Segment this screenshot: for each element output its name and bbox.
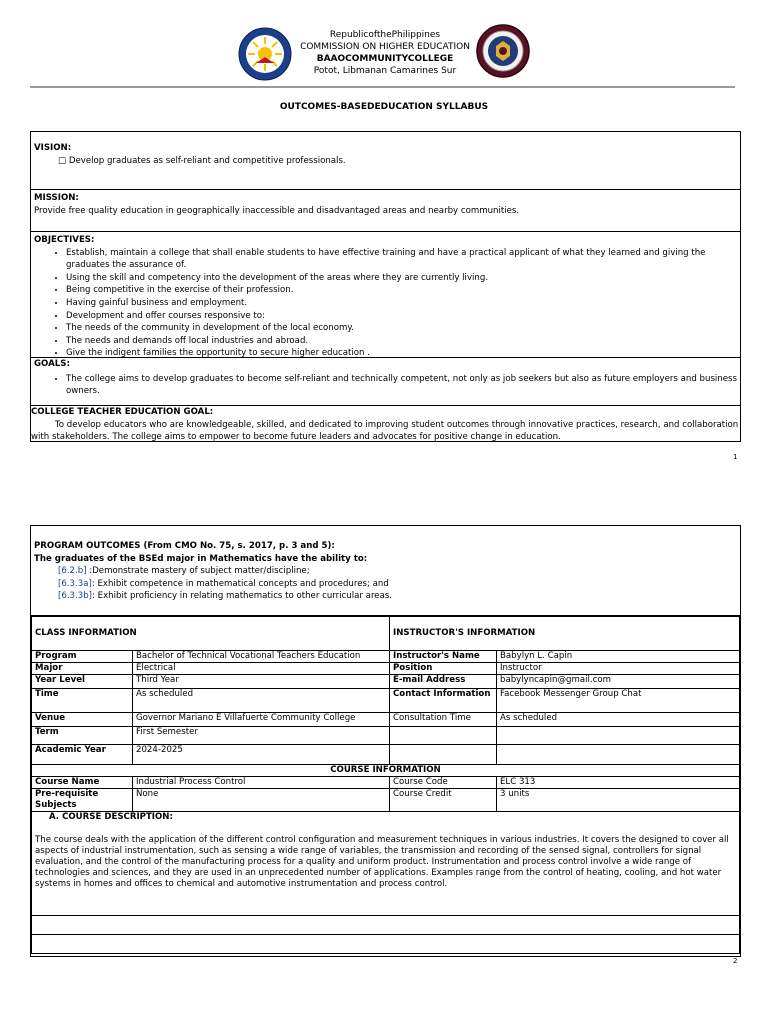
commission-text: COMMISSION ON HIGHER EDUCATION (300, 42, 470, 52)
row-label: Venue (32, 713, 133, 727)
empty-row (32, 935, 740, 954)
course-description-label: A. COURSE DESCRIPTION: (49, 812, 173, 822)
goals-label: GOALS: (34, 359, 70, 369)
row-label: Year Level (32, 675, 133, 689)
instructor-info-header: INSTRUCTOR'S INFORMATION (390, 617, 740, 651)
list-item: • Give the indigent families the opportunity to secure higher education . (66, 347, 737, 360)
vision-section (31, 132, 740, 190)
table-row (32, 675, 740, 689)
vision-text: Develop graduates as self-reliant and competitive professionals. (68, 155, 346, 166)
course-description-cell (32, 812, 740, 916)
row-value: None (133, 789, 390, 812)
list-item: • The needs and demands off local industries and abroad. (66, 335, 737, 348)
outcome-text: :Demonstrate mastery of subject matter/discipline; (86, 566, 310, 577)
row-label (390, 745, 497, 765)
row-value: As scheduled (497, 713, 740, 727)
table-row (32, 777, 740, 789)
document-title: OUTCOMES-BASEDEDUCATION SYLLABUS (279, 102, 489, 112)
po-subtitle: The graduates of the BSEd major in Mathematics have the ability to: (34, 553, 368, 564)
vision-label: VISION: (34, 143, 72, 153)
outcome-text: : Exhibit proficiency in relating mathematics to other curricular areas. (92, 591, 393, 602)
table-row (32, 689, 740, 713)
objectives-section (31, 232, 740, 358)
row-value: Facebook Messenger Group Chat (497, 689, 740, 713)
list-item: • Using the skill and competency into the development of the areas where they are currently living. (66, 272, 737, 285)
row-label: Course Name (32, 777, 133, 789)
row-label: Contact Information (390, 689, 497, 713)
class-info-header: CLASS INFORMATION (32, 617, 390, 651)
list-item: • Having gainful business and employment. (66, 297, 737, 310)
table-row (32, 713, 740, 727)
row-label: Major (32, 663, 133, 675)
objectives-label: OBJECTIVES: (34, 235, 95, 245)
cte-goal-text: To develop educators who are knowledgeable, skilled, and dedicated to improving student outcomes through innovative practices, research, and collaboration with stakeholders. The college aims to empower to become future leaders and advocates for positive change in education. (31, 419, 739, 443)
outcome-code: [6.2.b] (58, 566, 87, 577)
outcome-item (34, 578, 737, 591)
list-item: • Establish, maintain a college that shall enable students to have effective training and have a practical applicant of what they learned and giving the graduates the assurance of. (66, 247, 737, 272)
info-table (31, 616, 740, 954)
college-address: Potot, Libmanan Camarines Sur (313, 66, 457, 76)
cte-goal-label: COLLEGE TEACHER EDUCATION GOAL: (31, 407, 214, 417)
row-label: Course Code (390, 777, 497, 789)
row-label: E-mail Address (390, 675, 497, 689)
page-number-2: 2 (733, 957, 738, 965)
row-label: Instructor's Name (390, 651, 497, 663)
table-row (32, 789, 740, 812)
header-block (280, 29, 490, 77)
row-value: Governor Mariano E Villafuerte Community College (133, 713, 390, 727)
mission-section (31, 190, 740, 232)
course-info-header: COURSE INFORMATION (32, 765, 740, 777)
course-description-text: The course deals with the application of the different control configuration and measurement techniques in various industries. It covers the designed to cover all aspects of industrial instrumentation, such as sensing a wide range of variables, the transmission and recording of the sensed signal, controllers for signal evaluation, and the control of the manufacturing process for a quality and uniform product. Instrumentation and process control involve a wide range of technologies and sciences, and they are used in an unprecedented number of applications. Examples range from the control of heating, cooling, and hot water systems in homes and offices to chemical and automotive instrumentation and process control. (35, 835, 729, 889)
row-value: Babylyn L. Capin (497, 651, 740, 663)
empty-row (32, 916, 740, 935)
list-item: • The college aims to develop graduates to become self-reliant and technically competent, not only as job seekers but also as future employers and business owners. (66, 373, 737, 398)
mission-label: MISSION: (34, 193, 79, 203)
goals-section (31, 358, 740, 406)
bullet-icon: □ (58, 155, 69, 166)
row-label: Time (32, 689, 133, 713)
row-label: Program (32, 651, 133, 663)
row-label: Term (32, 727, 133, 745)
row-value: First Semester (133, 727, 390, 745)
row-value (497, 745, 740, 765)
page-number-1: 1 (733, 453, 738, 461)
row-label: Pre-requisite Subjects (32, 789, 133, 812)
table-row (32, 651, 740, 663)
outcome-code: [6.3.3a] (58, 578, 92, 589)
row-value: ELC 313 (497, 777, 740, 789)
row-value: Bachelor of Technical Vocational Teachers Education (133, 651, 390, 663)
objectives-list (34, 247, 737, 360)
outcome-item (34, 590, 737, 603)
outcome-code: [6.3.3b] (58, 591, 93, 602)
row-value (497, 727, 740, 745)
table-row (32, 727, 740, 745)
cte-goal-section (31, 406, 740, 444)
table-row (32, 745, 740, 765)
po-title: PROGRAM OUTCOMES (From CMO No. 75, s. 2017, p. 3 and 5): (34, 541, 335, 551)
list-item: • Being competitive in the exercise of their profession. (66, 284, 737, 297)
row-value: As scheduled (133, 689, 390, 713)
list-item: • Development and offer courses responsive to: (66, 310, 737, 323)
row-label: Academic Year (32, 745, 133, 765)
college-name: BAAOCOMMUNITYCOLLEGE (316, 54, 454, 64)
header-divider (30, 86, 735, 88)
republic-text: RepublicofthePhilippines (329, 30, 441, 40)
row-value: Instructor (497, 663, 740, 675)
mission-text: Provide free quality education in geographically inaccessible and disadvantaged areas and nearby communities. (34, 205, 520, 216)
list-item: • The needs of the community in development of the local economy. (66, 322, 737, 335)
row-value: Third Year (133, 675, 390, 689)
row-value: 2024-2025 (133, 745, 390, 765)
row-value: 3 units (497, 789, 740, 812)
page2-box (30, 525, 741, 957)
vision-line (34, 155, 737, 168)
row-value: Industrial Process Control (133, 777, 390, 789)
outcome-text: : Exhibit competence in mathematical concepts and procedures; and (91, 578, 389, 589)
goals-list (34, 373, 737, 398)
row-label: Consultation Time (390, 713, 497, 727)
row-label: Course Credit (390, 789, 497, 812)
program-outcomes-section (31, 526, 740, 616)
outcome-item (34, 565, 737, 578)
row-value: Electrical (133, 663, 390, 675)
vmo-box (30, 131, 741, 442)
row-label (390, 727, 497, 745)
row-label: Position (390, 663, 497, 675)
row-value: babylyncapin@gmail.com (497, 675, 740, 689)
table-row (32, 663, 740, 675)
